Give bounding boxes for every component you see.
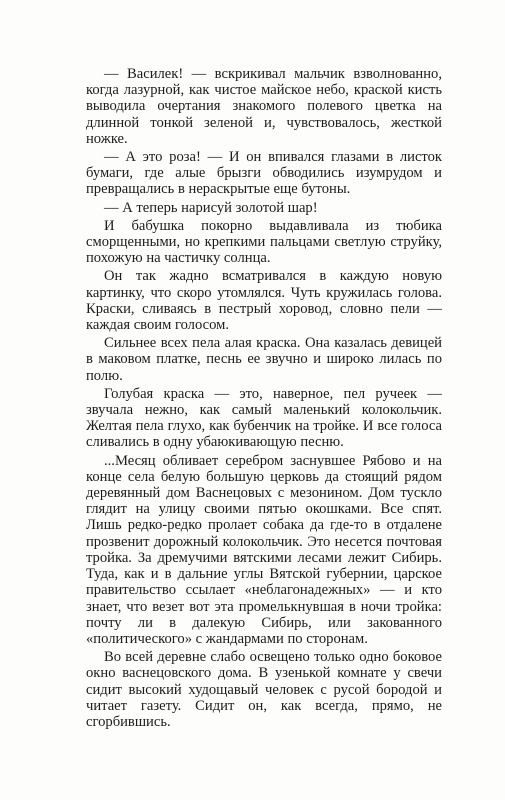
paragraph: ...Месяц обливает серебром заснувшее Рябово и на конце села белую большую церковь да стоящий рядом деревянный дом Васнецовых с мезонином. Дом тускло глядит на улицу своими пятью окошками. Все спят. Лишь редко-редко пролает собака да где-то в отдалене прозвенит дорожный колокольчик. Это несется почтовая тройка. За дремучими вятскими лесами лежит Сибирь. Туда, как и в дальние углы Вятской губернии, царское правительство ссылает «неблагонадежных» — и кто знает, что везет вот эта промелькнувшая в ночи тройка: почту ли в далекую Сибирь, или закованного «политического» с жандармами по сторонам. bbox=[86, 452, 442, 647]
paragraph: — А теперь нарисуй золотой шар! bbox=[104, 199, 318, 216]
paragraph: И бабушка покорно выдавливала из тюбика сморщенными, но крепкими пальцами светлую струйку, похожую на частичку солнца. bbox=[86, 217, 442, 267]
paragraph: Голубая краска — это, наверное, пел ручеек — звучала нежно, как самый маленький колокольчик. Желтая пела глухо, как бубенчик на тройке. И все голоса сливались в одну убаюкивающую песню. bbox=[86, 385, 442, 451]
paragraph: Он так жадно всматривался в каждую новую картинку, что скоро утомлялся. Чуть кружилась голова. Краски, сливаясь в пестрый хоровод, словно пели — каждая своим голосом. bbox=[86, 268, 442, 334]
paragraph: — А это роза! — И он впивался глазами в листок бумаги, где алые брызги обводились изумрудом и превращались в нераскрытые еще бутоны. bbox=[86, 149, 442, 198]
paragraph: — Василек! — вскрикивал мальчик взволнованно, когда лазурной, как чистое майское небо, краской кисть выводила очертания знакомого полевого цветка на длинной тонкой зеленой и, чувствовалось, жесткой ножке. bbox=[86, 66, 442, 147]
page-text bbox=[86, 66, 442, 732]
paragraph: Сильнее всех пела алая краска. Она казалась девицей в маковом платке, песнь ее звучно и широко лилась по полю. bbox=[86, 335, 442, 384]
paragraph: Во всей деревне слабо освещено только одно боковое окно васнецовского дома. В узенькой комнате у свечи сидит высокий худощавый человек с русой бородой и читает газету. Сидит он, как всегда, прямо, не сгорбившись. bbox=[86, 649, 442, 730]
